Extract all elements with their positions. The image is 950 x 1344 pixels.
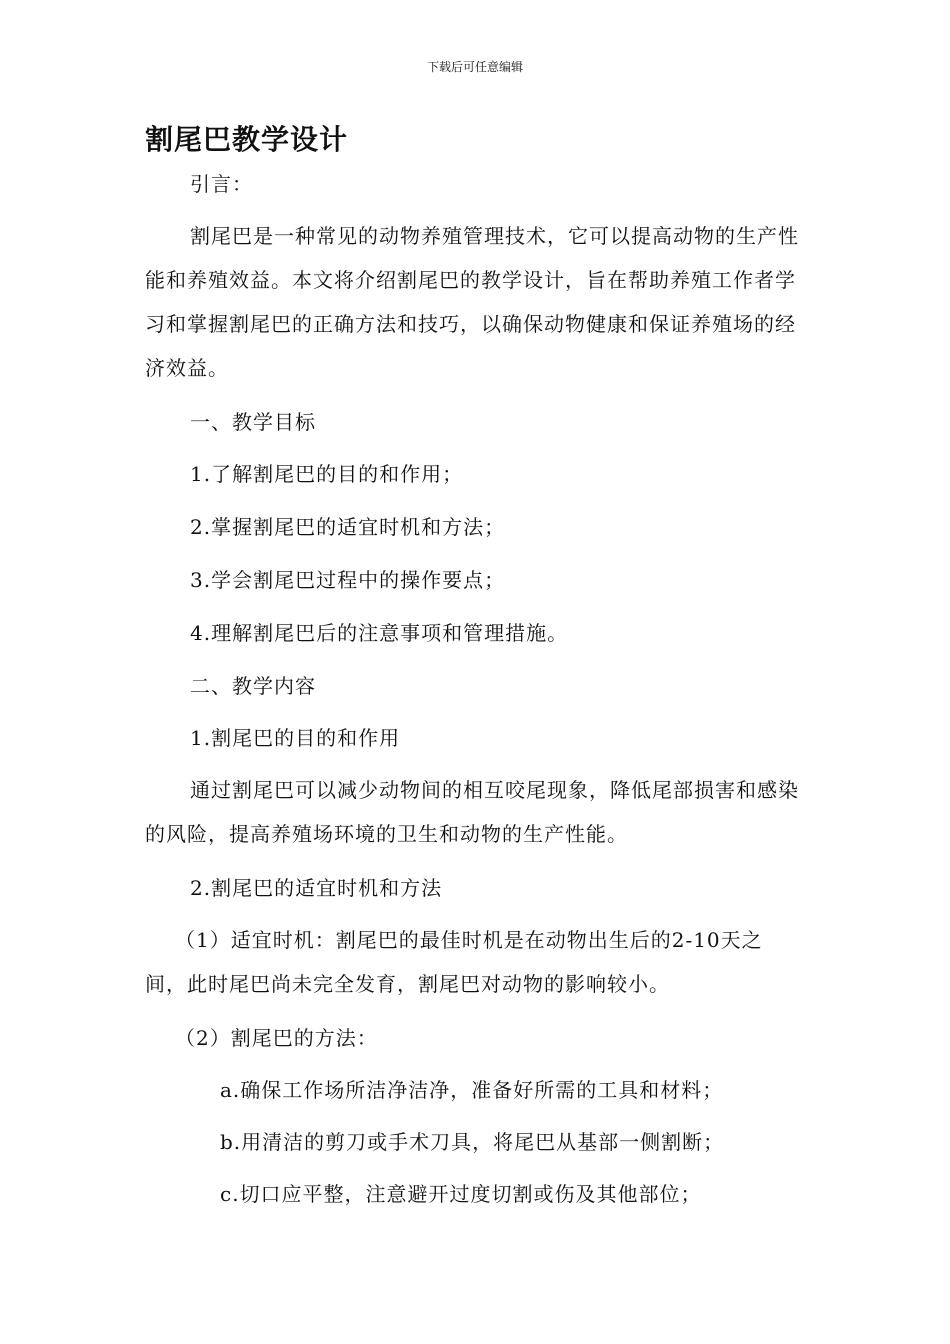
section-heading-content: 二、教学内容 — [190, 674, 316, 698]
header-note: 下载后可任意编辑 — [426, 60, 523, 74]
method-step: b.用清洁的剪刀或手术刀具，将尾巴从基部一侧割断； — [220, 1130, 725, 1154]
method-step: a.确保工作场所洁净洁净，准备好所需的工具和材料； — [220, 1078, 724, 1102]
section-heading-goals: 一、教学目标 — [190, 410, 316, 434]
goal-item: 3.学会割尾巴过程中的操作要点； — [190, 568, 506, 592]
goal-item: 4.理解割尾巴后的注意事项和管理措施。 — [190, 621, 569, 645]
goal-item: 1.了解割尾巴的目的和作用； — [190, 462, 464, 486]
content-paragraph: 通过割尾巴可以减少动物间的相互咬尾现象，降低尾部损害和感染的风险，提高养殖场环境的卫生和动物的生产性能。 — [145, 778, 799, 846]
timing-paragraph: （1）适宜时机：割尾巴的最佳时机是在动物出生后的2-10天之间，此时尾巴尚未完全发育，割尾巴对动物的影响较小。 — [145, 928, 763, 996]
intro-paragraph: 割尾巴是一种常见的动物养殖管理技术，它可以提高动物的生产性能和养殖效益。本文将介绍割尾巴的教学设计，旨在帮助养殖工作者学习和掌握割尾巴的正确方法和技巧，以确保动物健康和保证养殖场的经济效益。 — [145, 224, 799, 380]
content-subheading: 2.割尾巴的适宜时机和方法 — [190, 876, 443, 900]
document-title: 割尾巴教学设计 — [145, 123, 349, 156]
method-heading: （2）割尾巴的方法： — [175, 1026, 378, 1050]
content-subheading: 1.割尾巴的目的和作用 — [190, 726, 401, 750]
intro-label: 引言： — [190, 172, 253, 196]
method-step: c.切口应平整，注意避开过度切割或伤及其他部位； — [220, 1182, 702, 1206]
goal-item: 2.掌握割尾巴的适宜时机和方法； — [190, 515, 506, 539]
